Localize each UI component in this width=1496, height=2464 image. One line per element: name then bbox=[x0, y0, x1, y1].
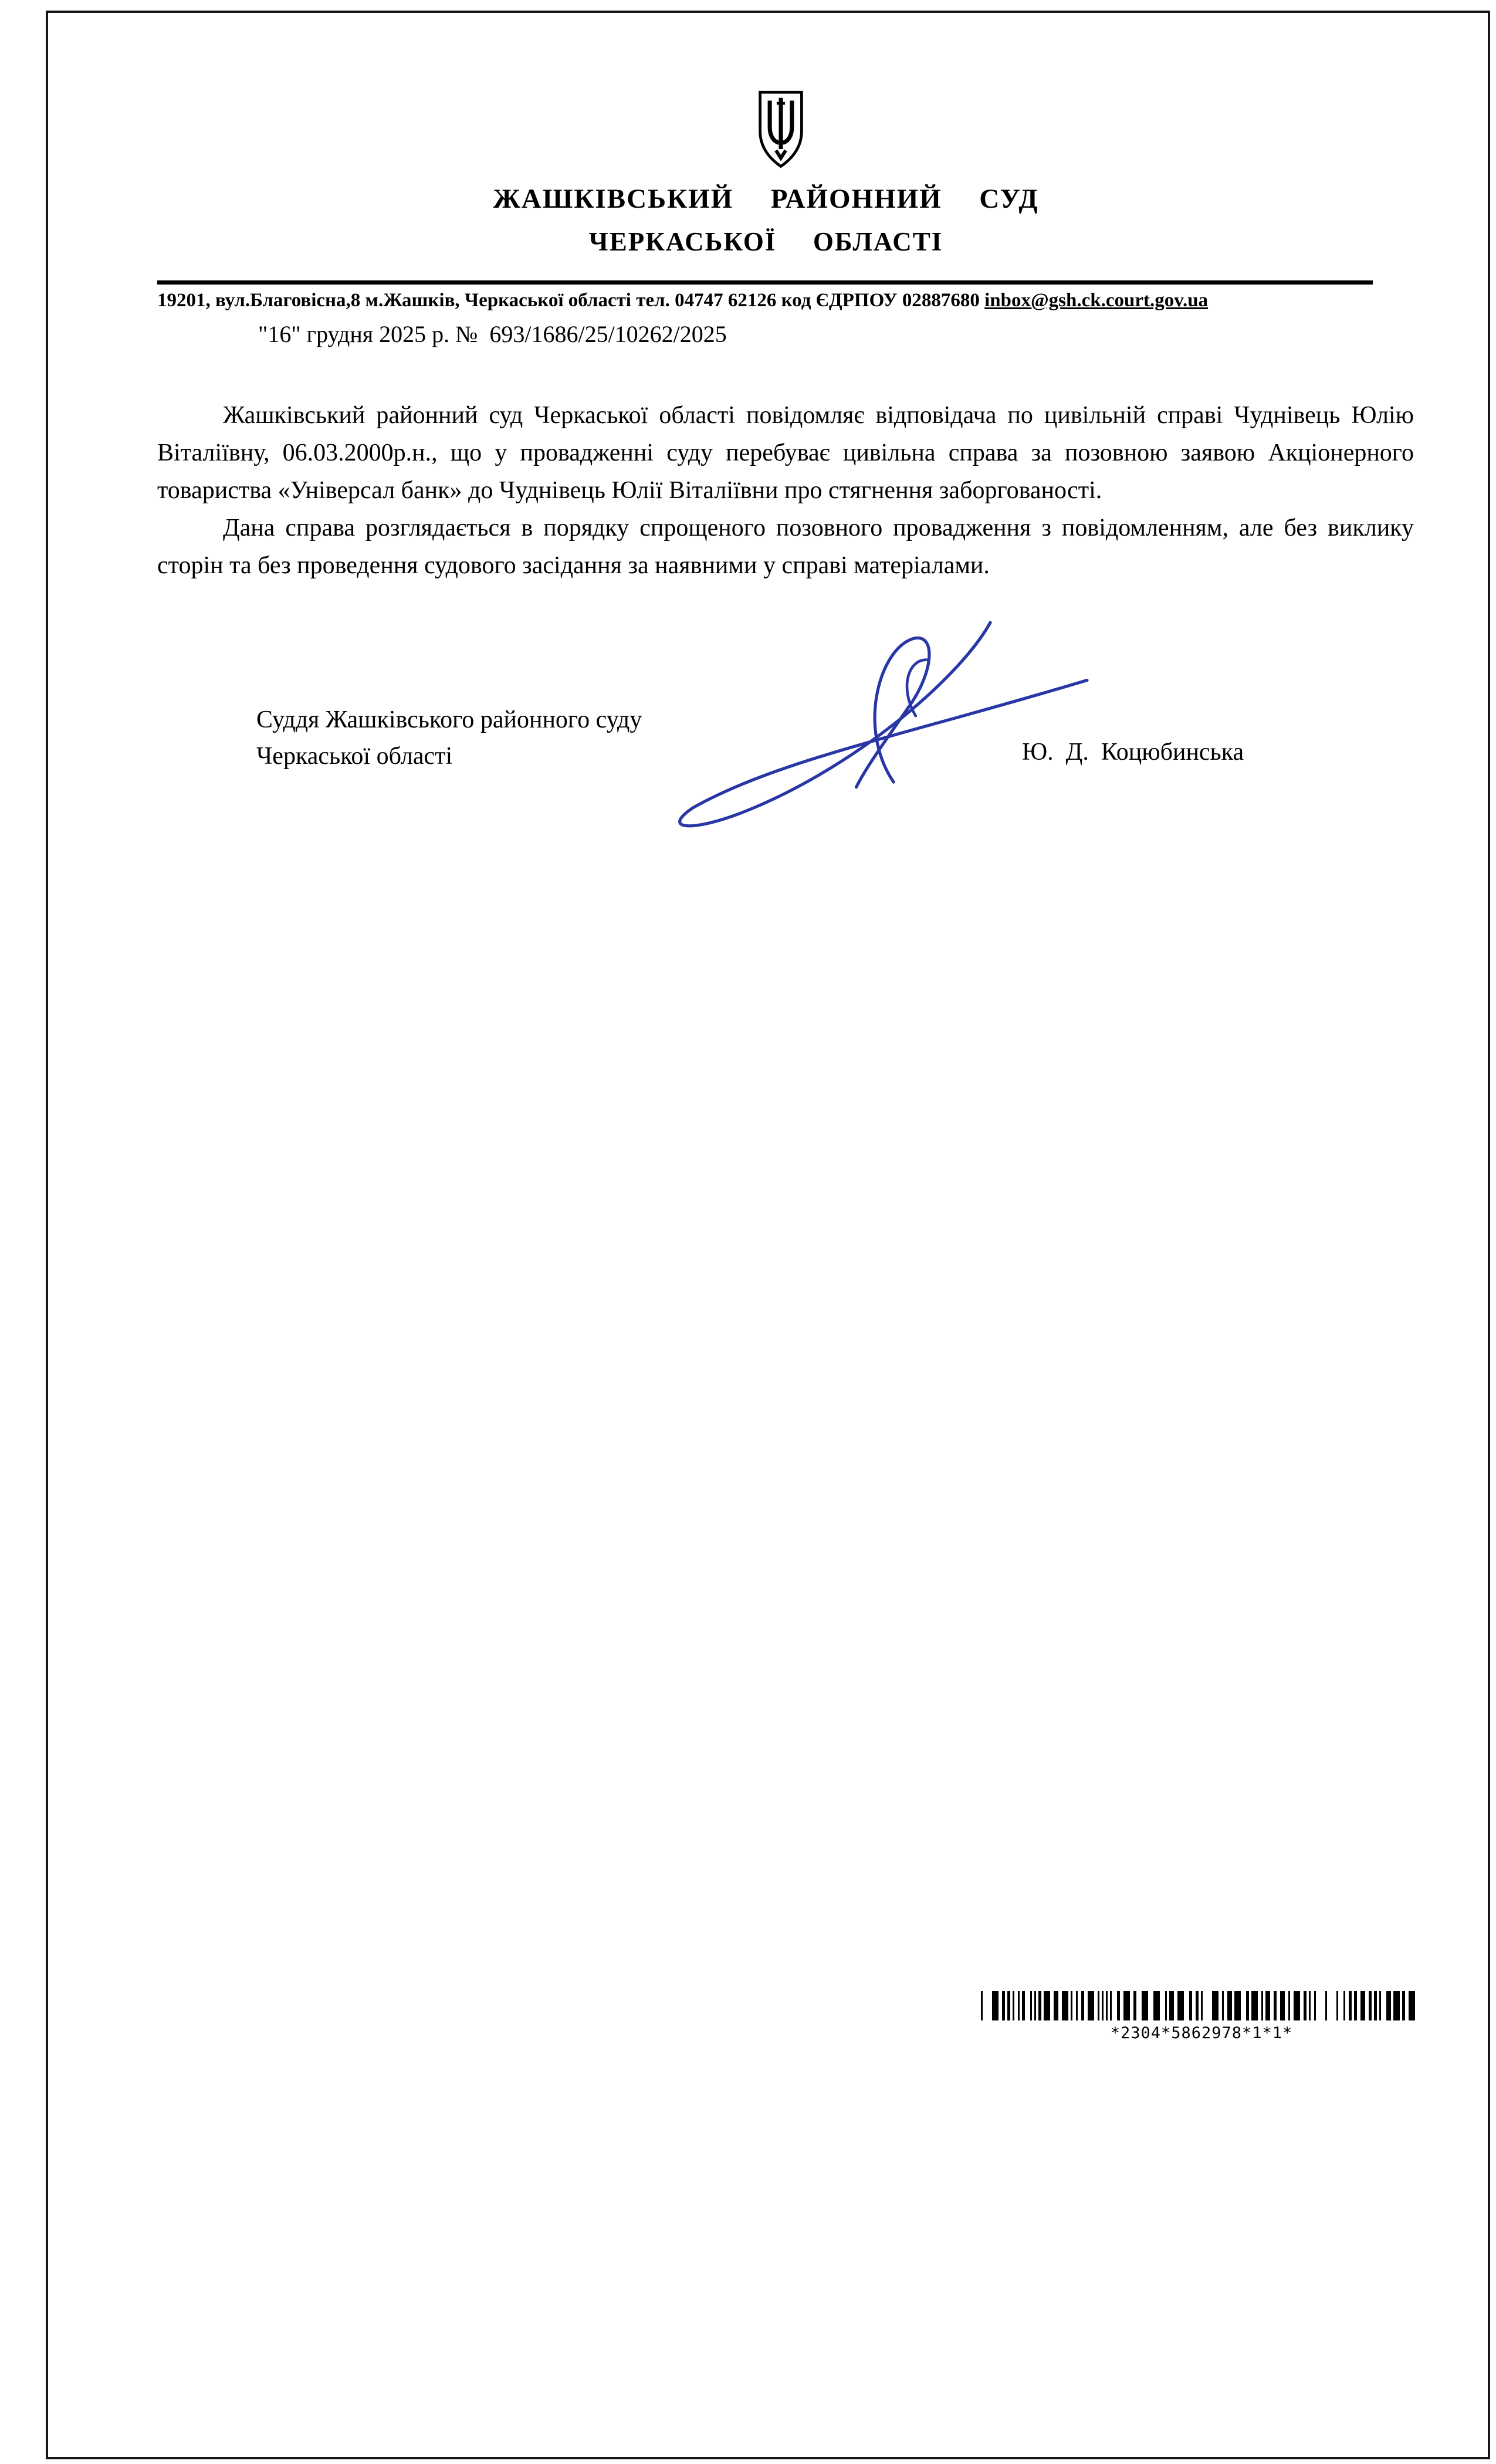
court-address-text: 19201, вул.Благовісна,8 м.Жашків, Черкаської області тел. 04747 62126 код ЄДРПОУ 02887680 bbox=[157, 290, 985, 311]
barcode-gap bbox=[983, 1991, 992, 2020]
judge-name: Ю. Д. Коцюбинська bbox=[1022, 739, 1244, 766]
barcode-gap bbox=[1327, 1991, 1336, 2020]
barcode-bar bbox=[1212, 1991, 1219, 2020]
court-email-link[interactable]: inbox@gsh.ck.court.gov.ua bbox=[984, 290, 1209, 311]
barcode-bar bbox=[1360, 1991, 1365, 2020]
court-name-line2: ЧЕРКАСЬКОЇ ОБЛАСТІ bbox=[588, 227, 943, 256]
barcode-bar bbox=[1227, 1991, 1232, 2020]
letter-body bbox=[157, 397, 1414, 584]
barcode-label: *2304*5862978*1*1* bbox=[1110, 2024, 1293, 2042]
barcode-gap bbox=[1203, 1991, 1212, 2020]
judge-title-line1: Суддя Жашківського районного суду bbox=[256, 706, 642, 733]
letterhead-rule bbox=[157, 280, 1373, 285]
barcode-gap bbox=[1316, 1991, 1325, 2020]
ukraine-trident-emblem-icon bbox=[746, 87, 815, 172]
barcode-bar bbox=[1409, 1991, 1415, 2020]
barcode-bar bbox=[1142, 1991, 1148, 2020]
barcode-bar bbox=[1294, 1991, 1300, 2020]
barcode-gap bbox=[1338, 1991, 1343, 2020]
barcode-bar bbox=[1265, 1991, 1270, 2020]
barcode-gap bbox=[1415, 1991, 1419, 2020]
barcode-gap bbox=[1160, 1991, 1165, 2020]
barcode-gap bbox=[1136, 1991, 1142, 2020]
body-paragraph-2: Дана справа розглядається в порядку спрощеного позовного провадження з повідомленням, але без виклику сторін та без проведення судового засідання за наявними у справі матеріалами. bbox=[157, 515, 1414, 579]
body-paragraph-1: Жашківський районний суд Черкаської області повідомляє відповідача по цивільній справі Чуднівець Юлію Віталіївну, 06.03.2000р.н., що у провадженні суду перебуває цивільна справа за позовною заявою Акціонерного товариства «Універсал банк» до Чуднівець Юлії Віталіївни про стягнення заборгованості. bbox=[157, 402, 1414, 504]
barcode-bar bbox=[1062, 1991, 1068, 2020]
barcode-bar bbox=[1386, 1991, 1391, 2020]
barcode-gap bbox=[1112, 1991, 1117, 2020]
barcode-bar bbox=[1177, 1991, 1184, 2020]
judge-title-line2: Черкаської області bbox=[256, 743, 453, 770]
barcode-bar bbox=[1088, 1991, 1094, 2020]
barcode-bar bbox=[1280, 1991, 1285, 2020]
barcode-gap bbox=[1148, 1991, 1153, 2020]
barcode-bar bbox=[1054, 1991, 1058, 2020]
barcode-bar bbox=[1234, 1991, 1241, 2020]
barcode-bar bbox=[1123, 1991, 1130, 2020]
barcode-bar bbox=[1044, 1991, 1050, 2020]
court-name-line1: ЖАШКІВСЬКИЙ РАЙОННИЙ СУД bbox=[493, 184, 1039, 214]
barcode-bar bbox=[1251, 1991, 1258, 2020]
barcode-bar bbox=[1169, 1991, 1174, 2020]
barcode-gap bbox=[1184, 1991, 1189, 2020]
barcode-bar bbox=[1393, 1991, 1400, 2020]
barcode bbox=[981, 1991, 1422, 2020]
handwritten-signature bbox=[642, 607, 1118, 865]
court-address-line bbox=[157, 290, 1383, 312]
barcode-gap bbox=[1381, 1991, 1386, 2020]
barcode-gap bbox=[1241, 1991, 1246, 2020]
barcode-bar bbox=[992, 1991, 999, 2020]
barcode-bar bbox=[1153, 1991, 1160, 2020]
date-and-case-number: "16" грудня 2025 р. № 693/1686/25/10262/2025 bbox=[258, 321, 727, 347]
barcode-gap bbox=[1025, 1991, 1030, 2020]
judge-title-block bbox=[256, 702, 642, 774]
scan-page-border bbox=[46, 11, 1490, 2459]
